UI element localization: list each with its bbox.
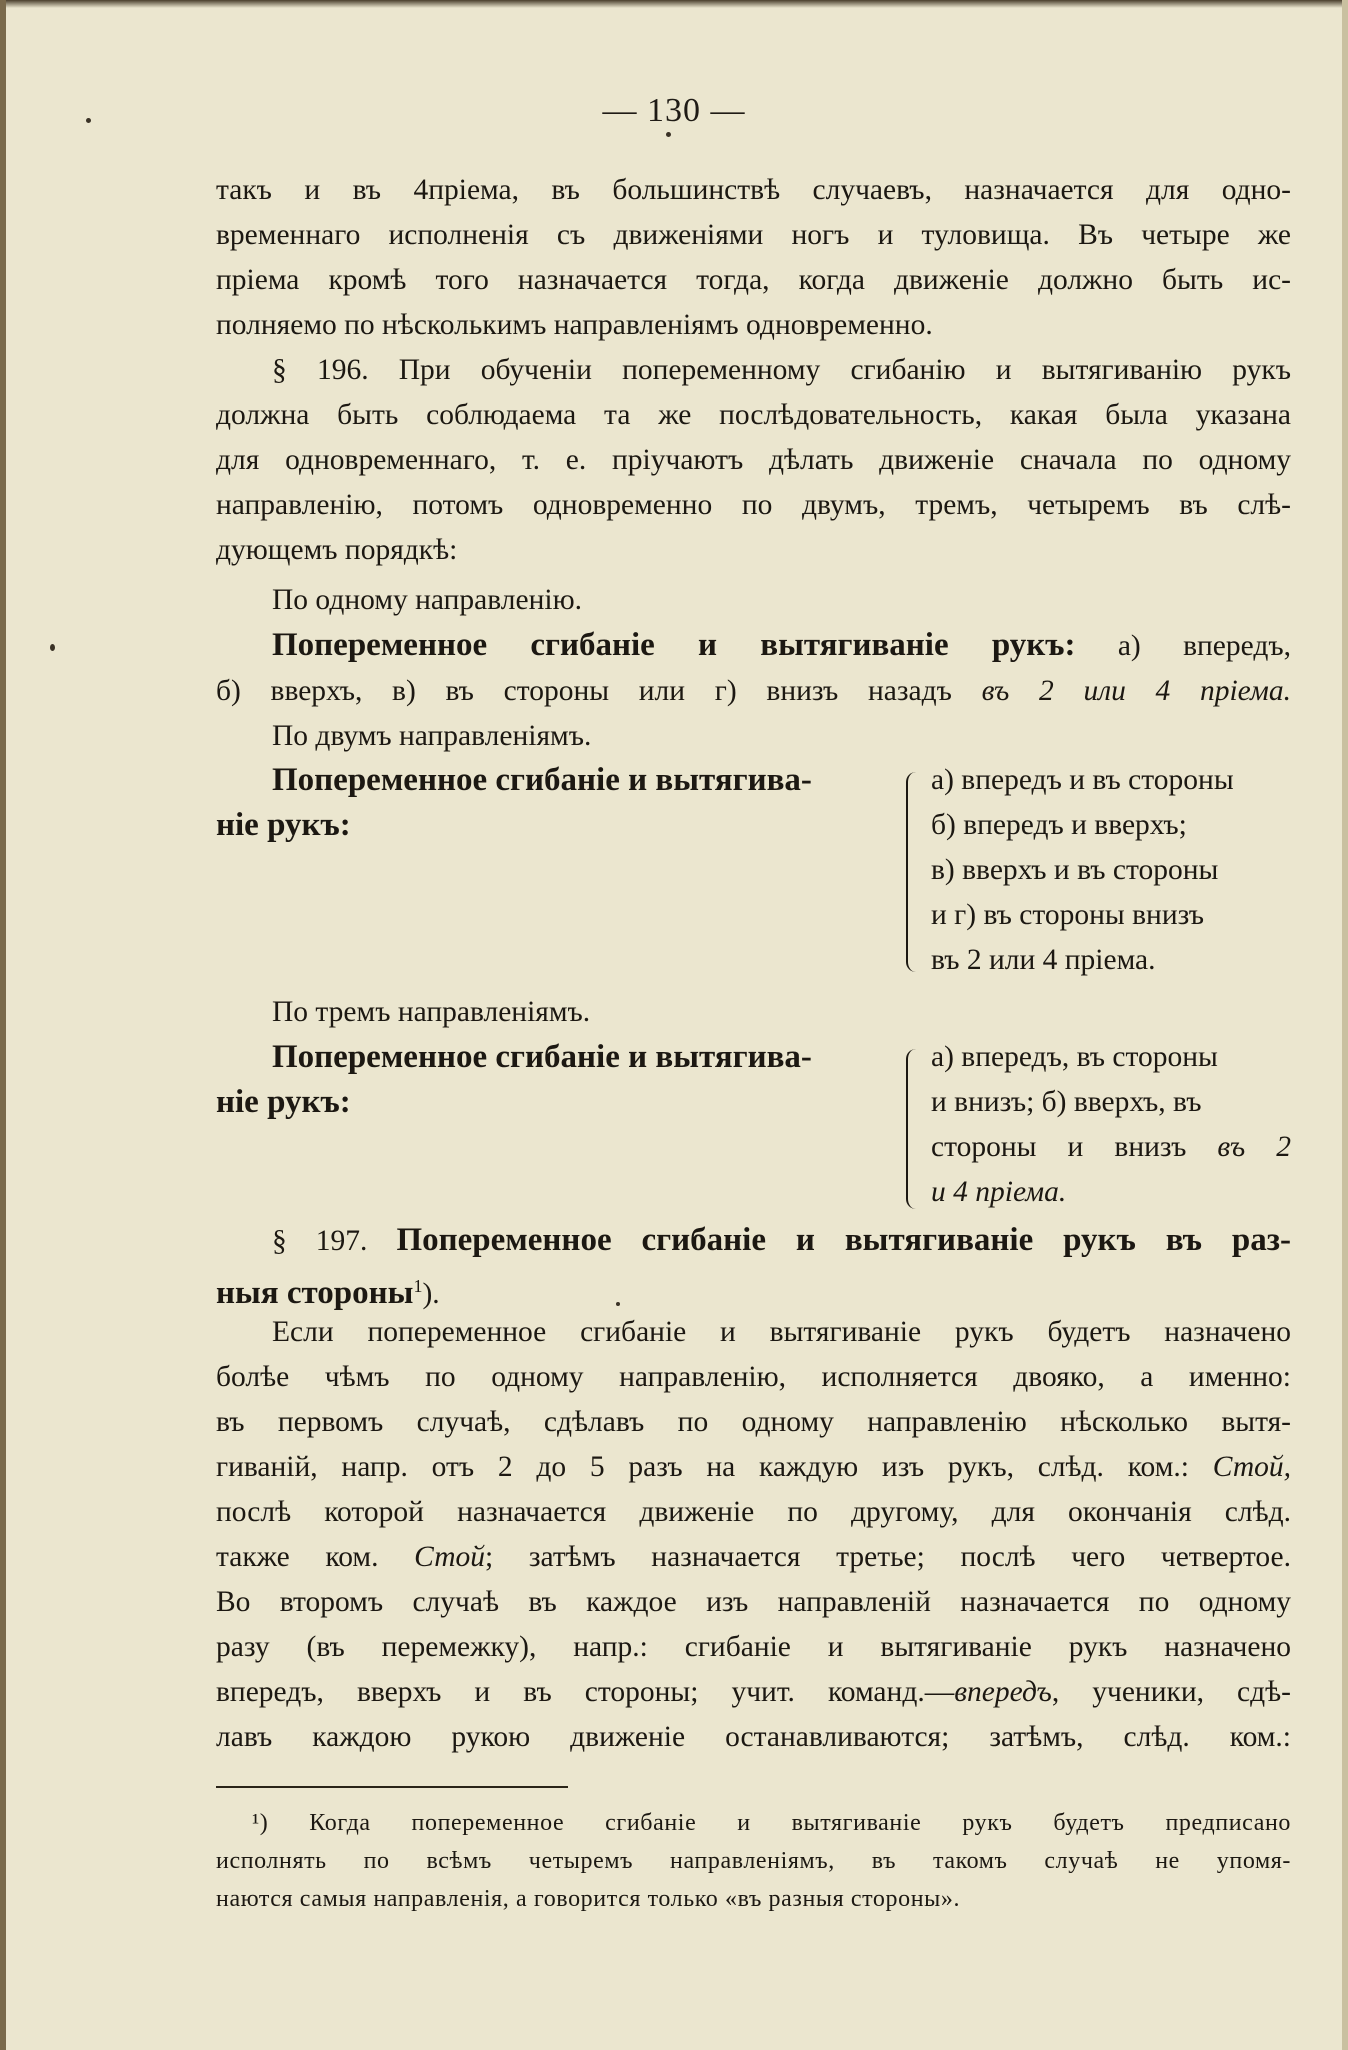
text-span: стороны и внизъ — [931, 1131, 1218, 1163]
text-line: такъ и въ 4пріема, въ большинствѣ случаевъ, назначается для одно- — [216, 174, 1291, 206]
text-span: ). — [422, 1277, 440, 1310]
curly-brace — [906, 772, 922, 972]
text-line: дующемъ порядкѣ: — [216, 534, 458, 566]
text-line — [216, 1670, 1291, 1715]
exercise-title-line: Попеременное сгибаніе и вытягива- — [272, 762, 812, 798]
option-line — [931, 1125, 1291, 1170]
subheading-two-directions: По двумъ направленіямъ. — [272, 720, 592, 752]
text-line: полняемо по нѣсколькимъ направленіямъ одновременно. — [216, 309, 933, 341]
text-line — [216, 1535, 1291, 1580]
paragraph-196 — [216, 348, 1291, 573]
exercise-title: Попеременное сгибаніе и вытягиваніе рукъ: — [272, 627, 1076, 663]
text-line: пріема кромѣ того назначается тогда, когда движеніе должно быть ис- — [216, 264, 1291, 296]
text-line — [216, 623, 1291, 669]
section-title: Попеременное сгибаніе и вытягиваніе рукъ въ раз- — [396, 1222, 1291, 1258]
paper-speck — [86, 118, 91, 123]
option-line: а) впередъ, въ стороны — [931, 1041, 1218, 1073]
italic-span: въ 2 или 4 пріема. — [981, 675, 1291, 707]
text-span: б) вверхъ, в) въ стороны или г) внизъ назадъ — [216, 675, 982, 707]
option-line — [931, 1170, 1291, 1215]
text-span: ; затѣмъ назначается третье; послѣ чего четвертое. — [485, 1541, 1291, 1573]
paragraph-body — [216, 1310, 1291, 1760]
page-number: — 130 — — [602, 92, 746, 129]
footnote-line: ¹) Когда попеременное сгибаніе и вытягиваніе рукъ будетъ предписано — [252, 1810, 1291, 1836]
text-span: , ученики, сдѣ- — [1051, 1676, 1291, 1708]
footnote-ref: 1 — [413, 1276, 423, 1296]
text-span: также ком. — [216, 1541, 415, 1573]
exercise-title-line: ніе рукъ: — [216, 1084, 351, 1120]
section-title: ныя стороны — [216, 1274, 414, 1311]
paper-speck — [616, 1302, 620, 1306]
text-line: лавъ каждою рукою движеніе останавливаются; затѣмъ, слѣд. ком.: — [216, 1721, 1291, 1753]
text-line: Во второмъ случаѣ въ каждое изъ направленій назначается по одному — [216, 1586, 1291, 1618]
option-line: в) вверхъ и въ стороны — [931, 854, 1219, 886]
text-span: а) впередъ, — [1075, 630, 1291, 662]
text-line — [216, 1445, 1291, 1490]
text-line: должна быть соблюдаема та же послѣдовательность, какая была указана — [216, 399, 1291, 431]
text-line: разу (въ перемежку), напр.: сгибаніе и вытягиваніе рукъ назначено — [216, 1631, 1291, 1663]
exercise-title-line: Попеременное сгибаніе и вытягива- — [272, 1039, 812, 1075]
text-line: въ первомъ случаѣ, сдѣлавъ по одному направленію нѣсколько вытя- — [216, 1406, 1291, 1438]
text-line: болѣе чѣмъ по одному направленію, исполняется двояко, а именно: — [216, 1361, 1291, 1393]
text-line: для одновременнаго, т. е. пріучаютъ дѣлать движеніе сначала по одному — [216, 444, 1291, 476]
text-line: временнаго исполненія съ движеніями ногъ и туловища. Въ четыре же — [216, 219, 1291, 251]
option-line: въ 2 или 4 пріема. — [931, 944, 1156, 976]
italic-span: впередъ — [954, 1676, 1052, 1708]
italic-span: въ 2 — [1217, 1131, 1291, 1163]
page-top-edge — [6, 0, 1342, 8]
option-line: а) впередъ и въ стороны — [931, 764, 1234, 796]
paragraph-intro — [216, 168, 1291, 348]
text-span: впередъ, вверхъ и въ стороны; учит. команд.— — [216, 1676, 955, 1708]
brace-right-text — [931, 758, 1291, 983]
subheading-three-directions: По тремъ направленіямъ. — [272, 996, 591, 1028]
brace-block-three-directions — [216, 1035, 1291, 1220]
brace-left-text — [216, 758, 856, 848]
footnote-divider — [216, 1786, 568, 1788]
option-line: и внизъ; б) вверхъ, въ — [931, 1086, 1202, 1118]
subheading-three-directions-wrap — [216, 990, 1291, 1035]
italic-span: Стой — [414, 1541, 486, 1573]
brace-left-text — [216, 1035, 856, 1125]
italic-span: Стой, — [1212, 1451, 1291, 1483]
paragraph-197 — [216, 1218, 1291, 1317]
brace-block-two-directions — [216, 758, 1291, 983]
text-line — [216, 1218, 1291, 1264]
text-line: § 196. При обученіи попеременному сгибанію и вытягиванію рукъ — [272, 354, 1291, 386]
option-line: б) впередъ и вверхъ; — [931, 809, 1187, 841]
italic-span: и 4 пріема. — [931, 1176, 1067, 1208]
paper-speck — [50, 644, 55, 651]
brace-right-text — [931, 1035, 1291, 1215]
subheading-one-direction: По одному направленію. — [272, 584, 582, 616]
text-line: направленію, потомъ одновременно по двумъ, тремъ, четыремъ въ слѣ- — [216, 489, 1291, 521]
section-number: § 197. — [272, 1225, 368, 1257]
text-line: послѣ которой назначается движеніе по другому, для окончанія слѣд. — [216, 1496, 1291, 1528]
footnote-line: исполнять по всѣмъ четыремъ направленіямъ, въ такомъ случаѣ не упомя- — [216, 1848, 1291, 1874]
text-span: гиваній, напр. отъ 2 до 5 разъ на каждую изъ рукъ, слѣд. ком.: — [216, 1451, 1213, 1483]
paper-speck — [666, 132, 671, 137]
footnote-line: наются самыя направленія, а говорится только «въ разныя стороны». — [216, 1886, 961, 1912]
exercise-title-line: ніе рукъ: — [216, 807, 351, 843]
text-line — [216, 669, 1291, 714]
curly-brace — [906, 1049, 922, 1209]
text-line — [216, 1264, 1291, 1317]
section-one-direction — [216, 578, 1291, 759]
footnote — [216, 1804, 1291, 1918]
text-line: Если попеременное сгибаніе и вытягиваніе рукъ будетъ назначено — [272, 1316, 1291, 1348]
option-line: и г) въ стороны внизъ — [931, 899, 1205, 931]
